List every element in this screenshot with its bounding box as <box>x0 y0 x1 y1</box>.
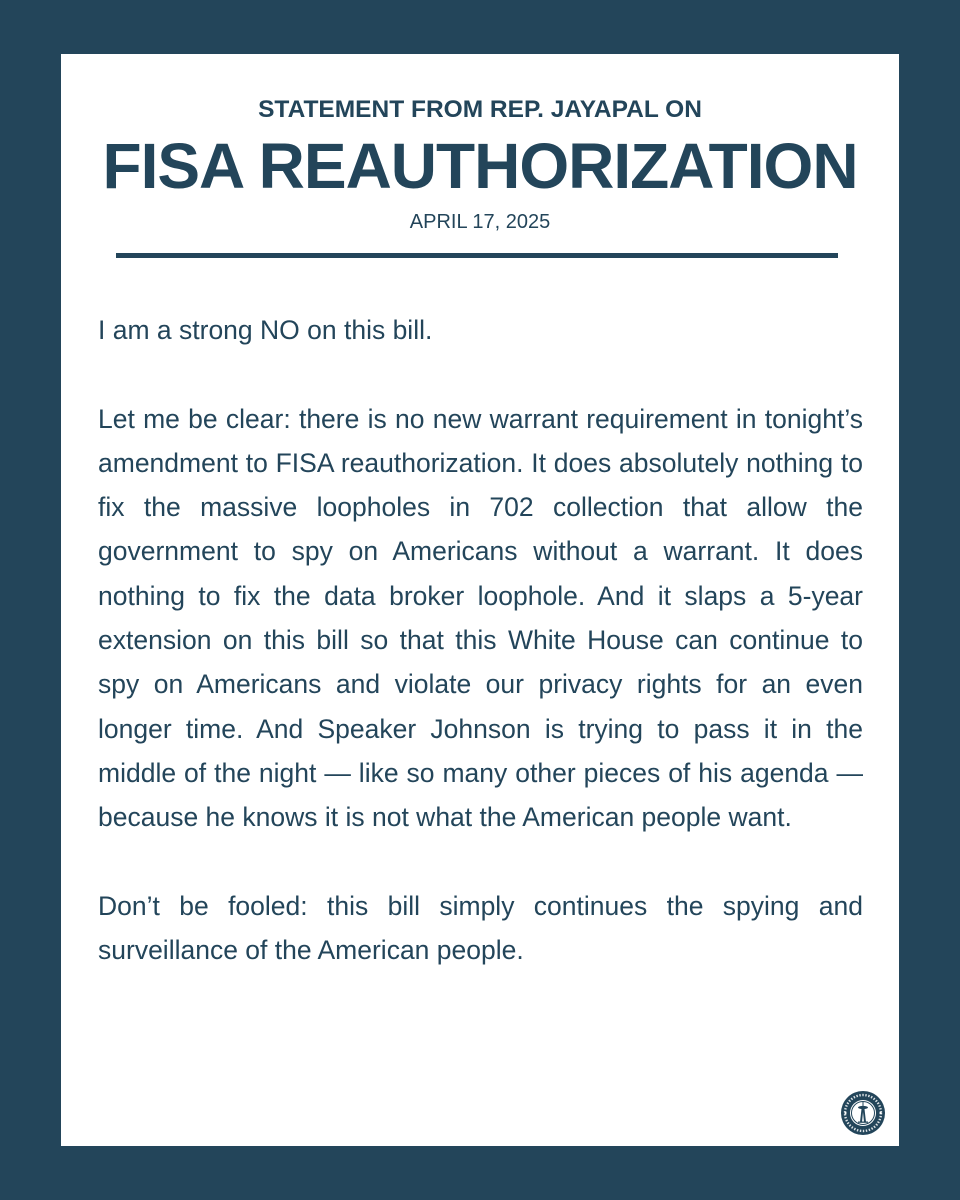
statement-body <box>98 308 863 1017</box>
statement-paragraph-1: I am a strong NO on this bill. <box>98 315 433 345</box>
statement-title: FISA REAUTHORIZATION <box>102 130 858 202</box>
statement-paragraph-2: Let me be clear: there is no new warrant requirement in tonight’s amendment to FISA reauthorization. It does absolutely nothing to fix the massive loopholes in 702 collection that allow the government to spy on Americans without a warrant. It does nothing to fix the data broker loophole. And it slaps a 5-year extension on this bill so that this White House can continue to spy on Americans and violate our privacy rights for an even longer time. And Speaker Johnson is trying to pass it in the middle of the night — like so many other pieces of his agenda — because he knows it is not what the American people want. <box>98 403 863 833</box>
statement-date: APRIL 17, 2025 <box>409 211 551 233</box>
congresswoman-seal-icon <box>840 1090 886 1136</box>
divider-rule <box>116 253 838 258</box>
statement-paragraph-3: Don’t be fooled: this bill simply continues the spying and surveillance of the American people. <box>98 890 863 966</box>
statement-kicker: STATEMENT FROM REP. JAYAPAL ON <box>258 96 702 123</box>
statement-card <box>61 54 899 1146</box>
